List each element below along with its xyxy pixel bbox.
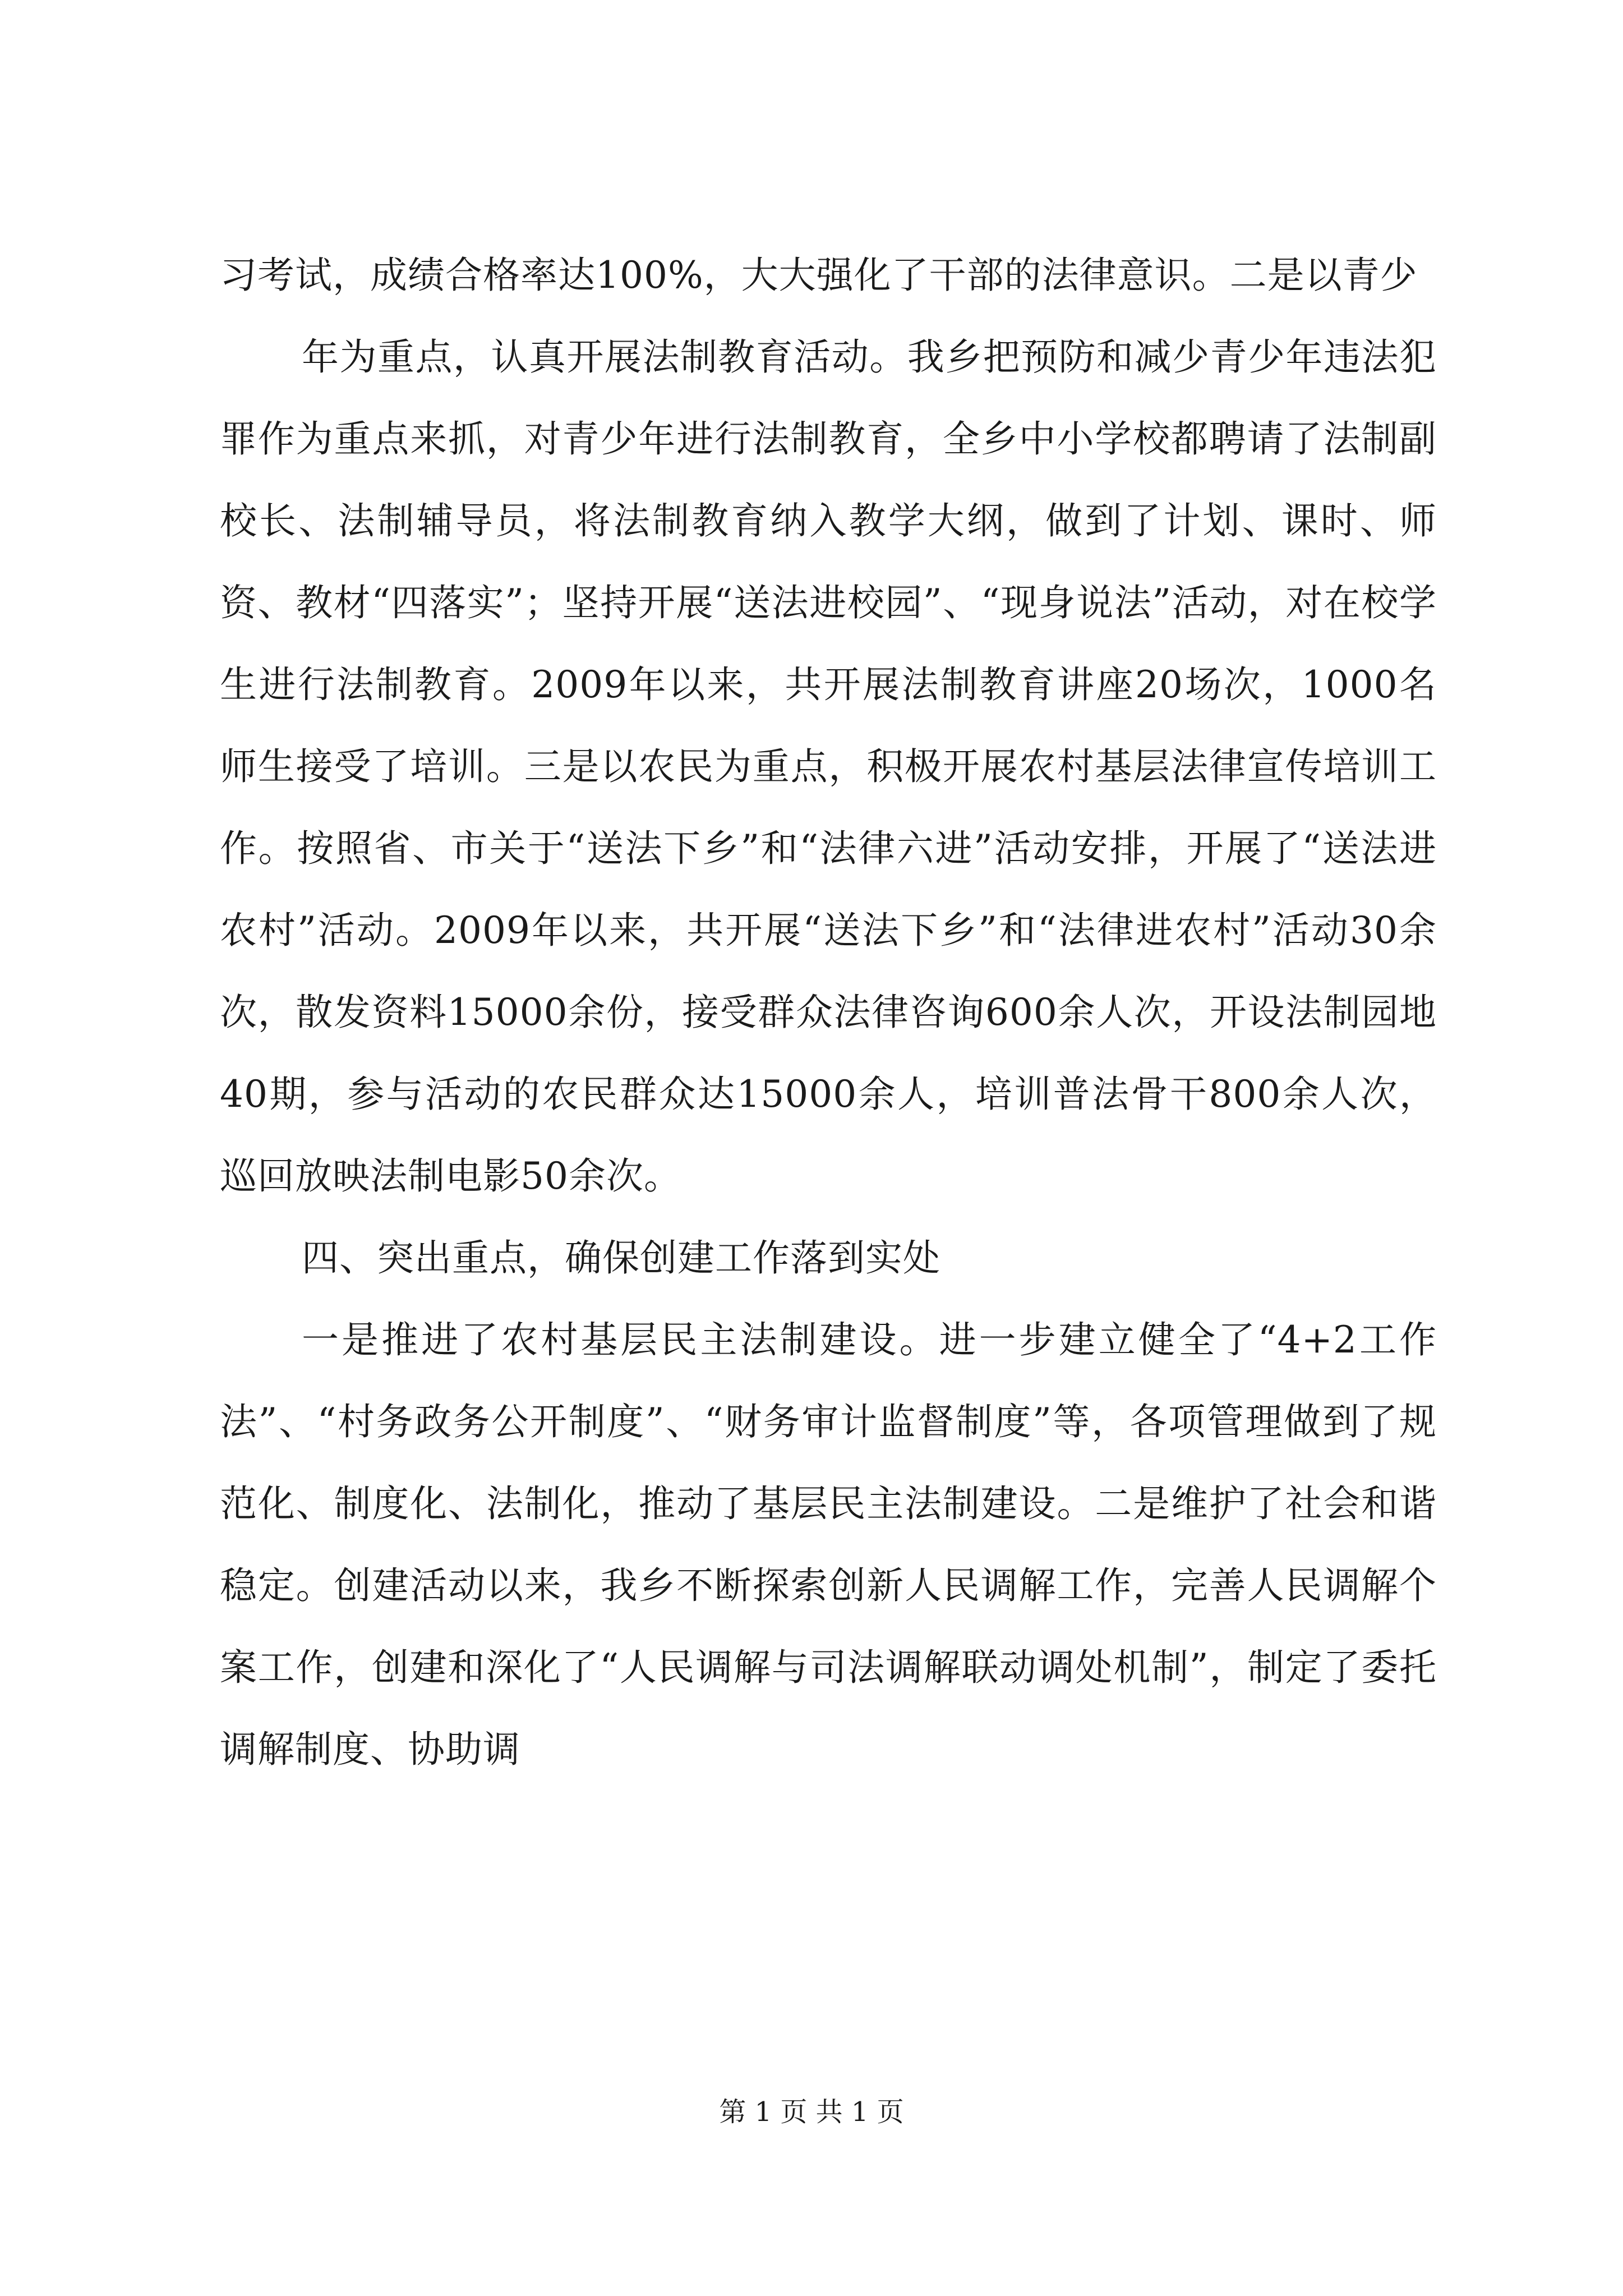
section-heading: 四、突出重点，确保创建工作落到实处: [302, 1236, 940, 1280]
paragraph-3: 一是推进了农村基层民主法制建设。进一步建立健全了“4+2工作法”、“村务政务公开制度”、“财务审计监督制度”等，各项管理做到了规范化、制度化、法制化，推动了基层民主法制建设。二是维护了社会和谐稳定。创建活动以来，我乡不断探索创新人民调解工作，完善人民调解个案工作，创建和深化了“人民调解与司法调解联动调处机制”，制定了委托调解制度、协助调: [220, 1318, 1437, 1771]
document-body: [220, 234, 1437, 1791]
paragraph-2: 年为重点，认真开展法制教育活动。我乡把预防和减少青少年违法犯罪作为重点来抓，对青少年进行法制教育，全乡中小学校都聘请了法制副校长、法制辅导员，将法制教育纳入教学大纲，做到了计划、课时、师资、教材“四落实”；坚持开展“送法进校园”、“现身说法”活动，对在校学生进行法制教育。2009年以来，共开展法制教育讲座20场次，1000名师生接受了培训。三是以农民为重点，积极开展农村基层法律宣传培训工作。按照省、市关于“送法下乡”和“法律六进”活动安排，开展了“送法进农村”活动。2009年以来，共开展“送法下乡”和“法律进农村”活动30余次，散发资料15000余份，接受群众法律咨询600余人次，开设法制园地40期，参与活动的农民群众达15000余人，培训普法骨干800余人次，巡回放映法制电影50余次。: [220, 335, 1437, 1198]
paragraph-1: 习考试，成绩合格率达100%，大大强化了干部的法律意识。二是以青少: [220, 254, 1418, 297]
page-footer: 第 1 页 共 1 页: [719, 2096, 904, 2128]
